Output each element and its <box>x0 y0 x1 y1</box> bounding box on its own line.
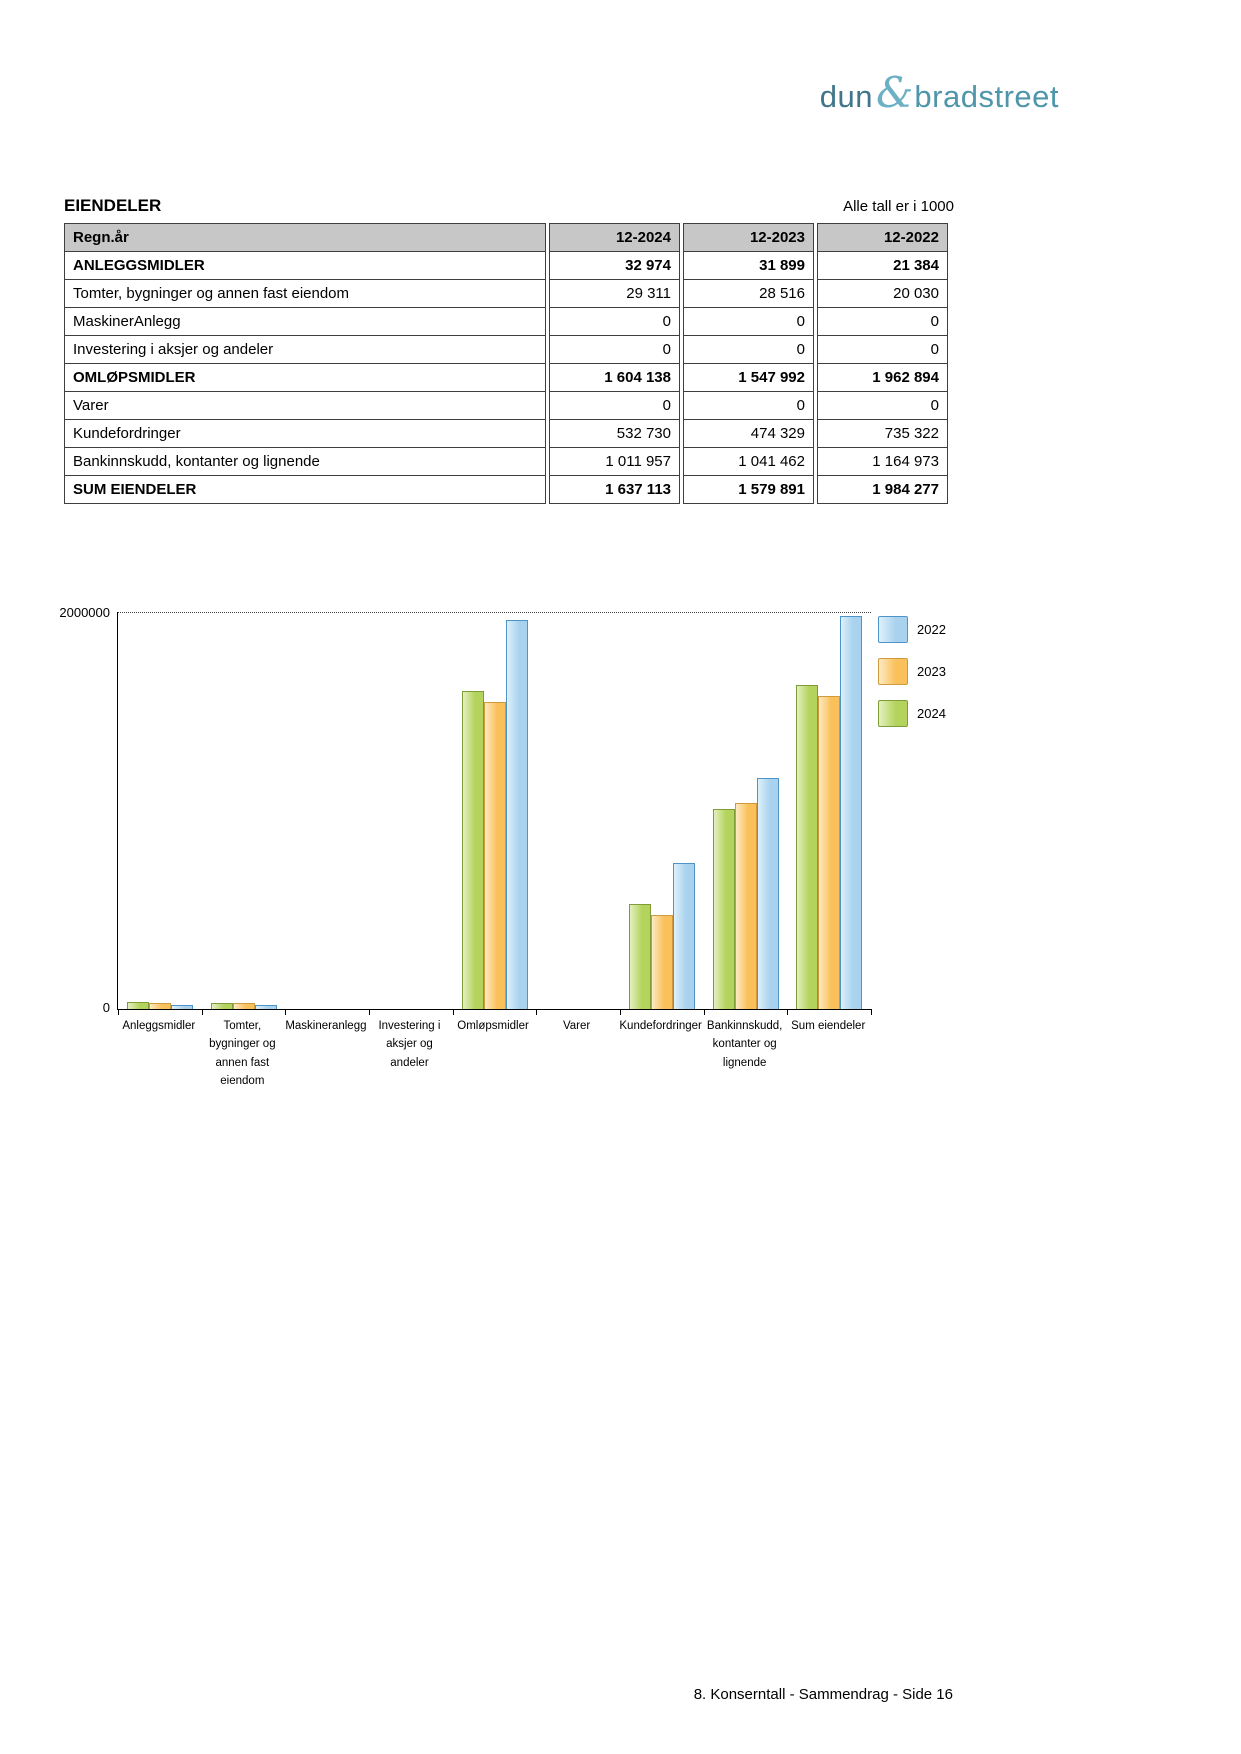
x-axis-tick <box>369 1009 370 1015</box>
assets-bar-chart <box>0 600 1241 1120</box>
row-value: 0 <box>549 308 680 336</box>
bar-2024 <box>211 1003 233 1009</box>
dun-bradstreet-logo <box>819 68 1059 117</box>
column-header-2022: 12-2022 <box>817 223 948 252</box>
bar-2022 <box>255 1005 277 1009</box>
bar-2022 <box>757 778 779 1009</box>
row-value: 1 962 894 <box>817 364 948 392</box>
row-value: 1 547 992 <box>683 364 814 392</box>
row-value: 0 <box>549 392 680 420</box>
row-label: Investering i aksjer og andeler <box>64 336 546 364</box>
chart-plot-groups <box>118 612 871 1009</box>
assets-table <box>61 223 951 504</box>
legend-item <box>878 658 946 685</box>
row-label: SUM EIENDELER <box>64 476 546 504</box>
x-axis-label: Sum eiendeler <box>791 1020 866 1032</box>
section-title: EIENDELER <box>64 196 162 215</box>
row-value: 1 637 113 <box>549 476 680 504</box>
legend-label: 2022 <box>917 622 946 637</box>
row-value: 29 311 <box>549 280 680 308</box>
row-value: 21 384 <box>817 252 948 280</box>
row-value: 31 899 <box>683 252 814 280</box>
bar-2022 <box>506 620 528 1009</box>
row-label: OMLØPSMIDLER <box>64 364 546 392</box>
row-value: 735 322 <box>817 420 948 448</box>
page-footer: 8. Konserntall - Sammendrag - Side 16 <box>693 1686 953 1703</box>
bar-group <box>369 612 453 1009</box>
bar-2024 <box>462 691 484 1009</box>
row-label: Tomter, bygninger og annen fast eiendom <box>64 280 546 308</box>
row-label: ANLEGGSMIDLER <box>64 252 546 280</box>
row-value: 20 030 <box>817 280 948 308</box>
row-label: Kundefordringer <box>64 420 546 448</box>
x-axis-label: Kundefordringer <box>619 1020 702 1032</box>
bar-group <box>704 612 788 1009</box>
row-value: 1 011 957 <box>549 448 680 476</box>
x-axis-label: Bankinnskudd, kontanter og lignende <box>706 1020 783 1069</box>
row-value: 1 604 138 <box>549 364 680 392</box>
row-value: 1 041 462 <box>683 448 814 476</box>
bar-2024 <box>127 1002 149 1009</box>
x-axis-tick <box>620 1009 621 1015</box>
bar-2023 <box>735 803 757 1009</box>
bar-group <box>536 612 620 1009</box>
bar-2023 <box>651 915 673 1009</box>
table-header-line <box>64 196 954 216</box>
chart-plot <box>117 612 871 1010</box>
units-note: Alle tall er i 1000 <box>843 198 954 215</box>
legend-swatch <box>878 616 908 643</box>
chart-legend <box>878 616 946 742</box>
bar-group <box>118 612 202 1009</box>
chart-xlabels <box>117 1017 870 1091</box>
ampersand-icon: & <box>876 68 914 117</box>
bar-2023 <box>233 1003 255 1009</box>
row-value: 0 <box>817 392 948 420</box>
y-axis-tick-max: 2000000 <box>59 605 110 620</box>
bar-2022 <box>840 616 862 1009</box>
row-value: 1 164 973 <box>817 448 948 476</box>
legend-item <box>878 700 946 727</box>
bar-group <box>202 612 286 1009</box>
table-row <box>64 476 948 504</box>
table-row <box>64 448 948 476</box>
row-value: 1 984 277 <box>817 476 948 504</box>
row-value: 0 <box>683 308 814 336</box>
table-row <box>64 392 948 420</box>
bar-2024 <box>629 904 651 1009</box>
table-row <box>64 336 948 364</box>
table-row <box>64 280 948 308</box>
row-value: 532 730 <box>549 420 680 448</box>
bar-2024 <box>713 809 735 1009</box>
bar-2023 <box>484 702 506 1009</box>
bar-2023 <box>818 696 840 1009</box>
row-label: MaskinerAnlegg <box>64 308 546 336</box>
row-value: 0 <box>549 336 680 364</box>
x-axis-tick <box>787 1009 788 1015</box>
x-axis-tick <box>704 1009 705 1015</box>
row-value: 32 974 <box>549 252 680 280</box>
legend-label: 2023 <box>917 664 946 679</box>
x-axis-tick <box>453 1009 454 1015</box>
row-value: 0 <box>817 336 948 364</box>
logo-text-dun: dun <box>819 79 874 114</box>
row-label: Bankinnskudd, kontanter og lignende <box>64 448 546 476</box>
table-row <box>64 364 948 392</box>
table-row <box>64 308 948 336</box>
table-header-row <box>64 223 948 252</box>
column-header-label: Regn.år <box>64 223 546 252</box>
legend-item <box>878 616 946 643</box>
x-axis-tick <box>536 1009 537 1015</box>
x-axis-tick <box>118 1009 119 1015</box>
bar-2024 <box>796 685 818 1009</box>
assets-table-body <box>64 252 948 504</box>
x-axis-label: Tomter, bygninger og annen fast eiendom <box>209 1020 276 1088</box>
logo-text-bradstreet: bradstreet <box>914 79 1059 114</box>
bar-2022 <box>673 863 695 1009</box>
y-axis-tick-zero: 0 <box>102 1000 110 1015</box>
bar-2022 <box>171 1005 193 1009</box>
bar-group <box>285 612 369 1009</box>
x-axis-label: Varer <box>562 1020 591 1032</box>
x-axis-tick <box>285 1009 286 1015</box>
x-axis-tick <box>871 1009 872 1015</box>
legend-swatch <box>878 700 908 727</box>
legend-label: 2024 <box>917 706 946 721</box>
bar-group <box>453 612 537 1009</box>
column-header-2023: 12-2023 <box>683 223 814 252</box>
x-axis-label: Omløpsmidler <box>457 1020 529 1032</box>
bar-group <box>620 612 704 1009</box>
x-axis-label: Anleggsmidler <box>122 1020 196 1032</box>
column-header-2024: 12-2024 <box>549 223 680 252</box>
row-value: 474 329 <box>683 420 814 448</box>
row-value: 0 <box>683 392 814 420</box>
row-value: 0 <box>817 308 948 336</box>
x-axis-tick <box>202 1009 203 1015</box>
row-value: 0 <box>683 336 814 364</box>
bar-2023 <box>149 1003 171 1009</box>
table-row <box>64 252 948 280</box>
row-value: 28 516 <box>683 280 814 308</box>
assets-table-block <box>64 196 954 504</box>
bar-group <box>787 612 871 1009</box>
row-value: 1 579 891 <box>683 476 814 504</box>
row-label: Varer <box>64 392 546 420</box>
x-axis-label: Investering i aksjer og andeler <box>378 1020 441 1069</box>
table-row <box>64 420 948 448</box>
legend-swatch <box>878 658 908 685</box>
x-axis-label: Maskineranlegg <box>285 1020 367 1032</box>
